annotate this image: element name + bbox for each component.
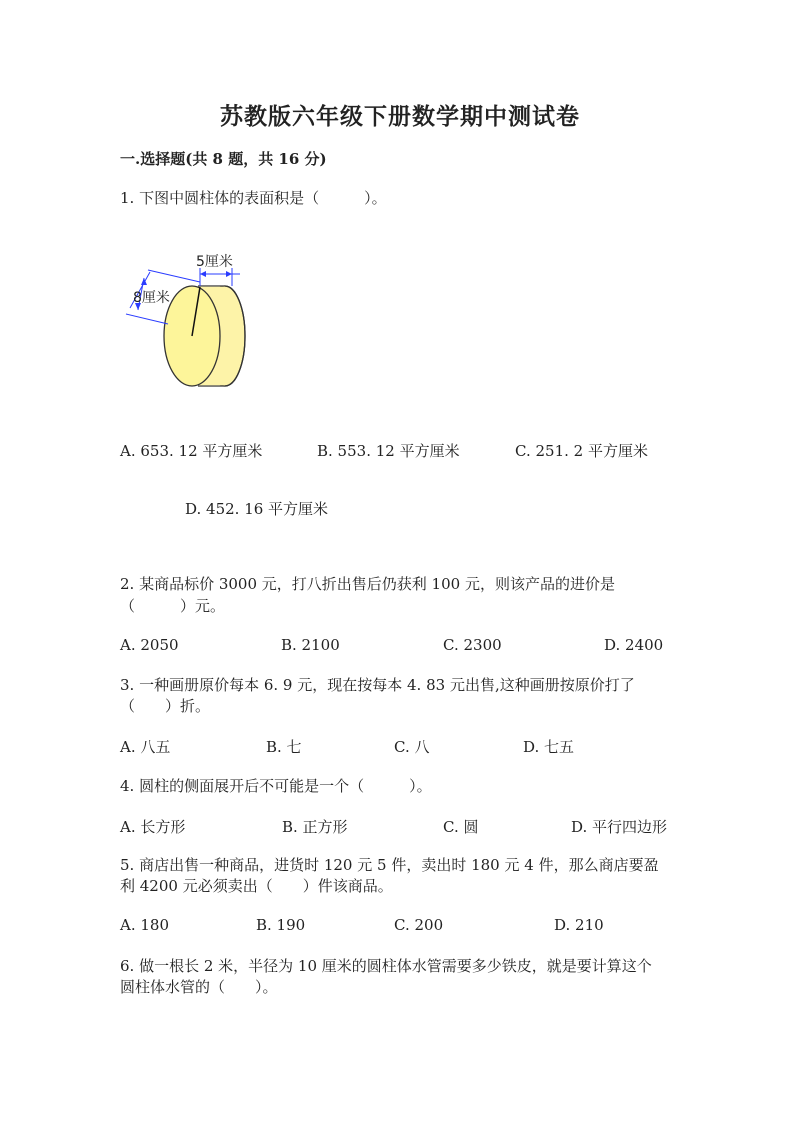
q5-option-d: D. 210 bbox=[554, 916, 604, 934]
question-2-stem-line1: 2. 某商品标价 3000 元，打八折出售后仍获利 100 元，则该产品的进价是 bbox=[120, 575, 615, 593]
q2-option-d: D. 2400 bbox=[604, 636, 664, 654]
q3-option-b: B. 七 bbox=[266, 738, 302, 756]
cylinder-diagram bbox=[120, 248, 260, 398]
question-6-stem-line1: 6. 做一根长 2 米，半径为 10 厘米的圆柱体水管需要多少铁皮，就是要计算这个 bbox=[120, 957, 652, 975]
height-label: 8厘米 bbox=[133, 290, 170, 306]
q3-option-c: C. 八 bbox=[394, 738, 430, 756]
q5-option-b: B. 190 bbox=[256, 916, 306, 934]
q4-option-a: A. 长方形 bbox=[120, 818, 186, 836]
q2-option-c: C. 2300 bbox=[443, 636, 502, 654]
question-5-stem-line2: 利 4200 元必须卖出（ ）件该商品。 bbox=[120, 877, 393, 895]
q1-option-c: C. 251. 2 平方厘米 bbox=[515, 442, 648, 460]
q5-option-a: A. 180 bbox=[120, 916, 169, 934]
q4-option-d: D. 平行四边形 bbox=[571, 818, 668, 836]
q3-option-a: A. 八五 bbox=[120, 738, 171, 756]
q2-option-a: A. 2050 bbox=[120, 636, 179, 654]
q1-option-b: B. 553. 12 平方厘米 bbox=[317, 442, 460, 460]
question-5-stem-line1: 5. 商店出售一种商品，进货时 120 元 5 件，卖出时 180 元 4 件，那么商店要盈 bbox=[120, 856, 659, 874]
section-heading: 一.选择题(共 8 题，共 16 分) bbox=[120, 150, 327, 168]
question-3-stem-line1: 3. 一种画册原价每本 6. 9 元，现在按每本 4. 83 元出售,这种画册按原价打了 bbox=[120, 676, 635, 694]
q4-option-c: C. 圆 bbox=[443, 818, 479, 836]
question-1-stem: 1. 下图中圆柱体的表面积是（ ）。 bbox=[120, 189, 387, 207]
page-title: 苏教版六年级下册数学期中测试卷 bbox=[220, 103, 580, 130]
q2-option-b: B. 2100 bbox=[281, 636, 340, 654]
q1-option-a: A. 653. 12 平方厘米 bbox=[120, 442, 263, 460]
q5-option-c: C. 200 bbox=[394, 916, 444, 934]
question-6-stem-line2: 圆柱体水管的（ ）。 bbox=[120, 978, 278, 996]
question-3-stem-line2: （ ）折。 bbox=[120, 697, 211, 715]
radius-label: 5厘米 bbox=[196, 254, 233, 270]
question-2-stem-line2: （ ）元。 bbox=[120, 597, 226, 615]
question-4-stem: 4. 圆柱的侧面展开后不可能是一个（ ）。 bbox=[120, 777, 432, 795]
cylinder-figure bbox=[120, 248, 260, 398]
q1-option-d: D. 452. 16 平方厘米 bbox=[185, 500, 329, 518]
q3-option-d: D. 七五 bbox=[523, 738, 575, 756]
q4-option-b: B. 正方形 bbox=[282, 818, 348, 836]
